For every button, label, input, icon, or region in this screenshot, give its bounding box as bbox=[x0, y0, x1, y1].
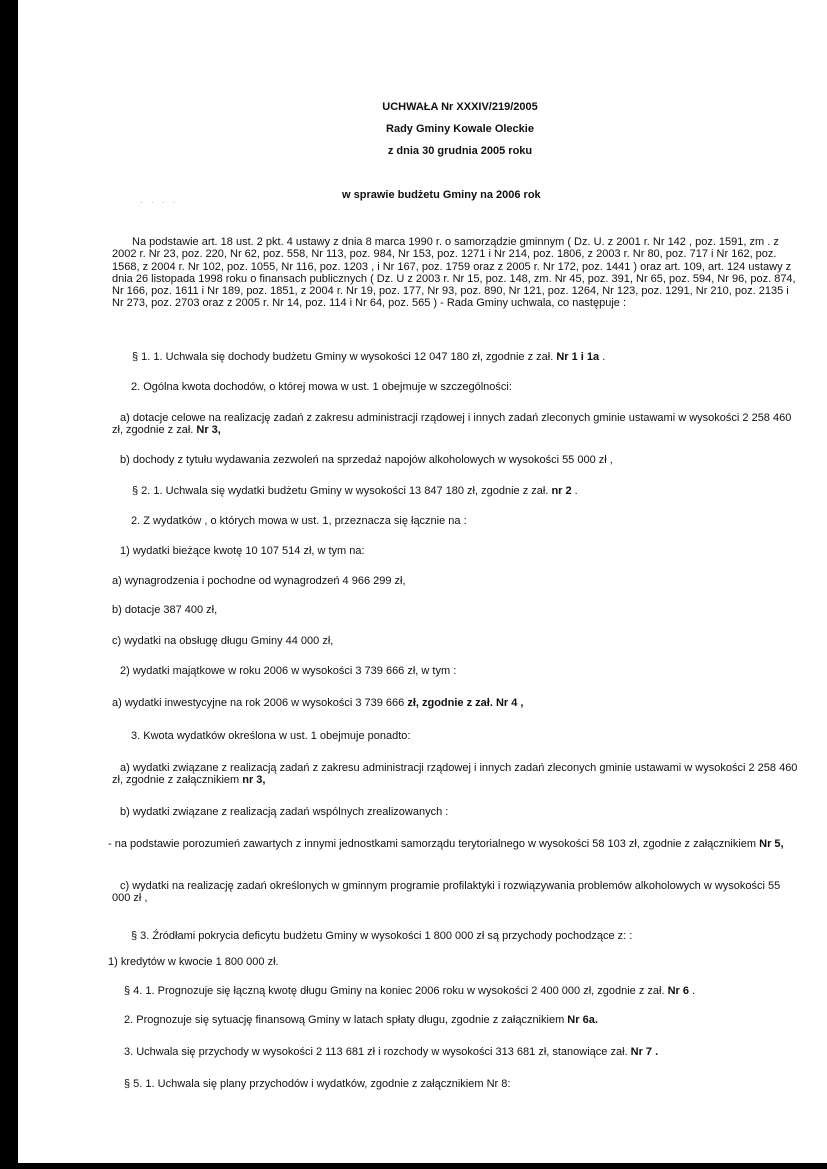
current-expenses-debt-service: c) wydatki na obsługę długu Gminy 44 000 zł, bbox=[112, 635, 334, 647]
capital-expenses: 2) wydatki majątkowe w roku 2006 w wysokości 3 739 666 zł, w tym : bbox=[120, 665, 457, 677]
paragraph-1-point-1: § 1. 1. Uchwala się dochody budżetu Gminy w wysokości 12 047 180 zł, zgodnie z zał. Nr 1 i 1a . bbox=[132, 351, 606, 363]
current-expenses-subsidies: b) dotacje 387 400 zł, bbox=[112, 604, 218, 616]
paragraph-3-credits: 1) kredytów w kwocie 1 800 000 zł. bbox=[108, 956, 279, 968]
paragraph-4-point-3: 3. Uchwala się przychody w wysokości 2 113 681 zł i rozchody w wysokości 313 681 zł, stanowiące zał. Nr 7 . bbox=[124, 1046, 659, 1058]
paragraph-4-point-2: 2. Prognozuje się sytuację finansową Gminy w latach spłaty długu, zgodnie z załącznikiem Nr 6a. bbox=[124, 1014, 598, 1026]
paragraph-1-item-b: b) dochody z tytułu wydawania zezwoleń na sprzedaż napojów alkoholowych w wysokości 55 000 zł , bbox=[120, 454, 613, 466]
council-name: Rady Gminy Kowale Oleckie bbox=[386, 123, 534, 135]
joint-tasks-expenses: b) wydatki związane z realizacją zadań wspólnych zrealizowanych : bbox=[120, 806, 449, 818]
investment-expenses: a) wydatki inwestycyjne na rok 2006 w wysokości 3 739 666 zł, zgodnie z zał. Nr 4 , bbox=[112, 697, 524, 709]
resolution-date: z dnia 30 grudnia 2005 roku bbox=[387, 145, 533, 157]
paragraph-3: § 3. Źródłami pokrycia deficytu budżetu Gminy w wysokości 1 800 000 zł są przychody pochodzące z: : bbox=[131, 930, 633, 942]
preamble: Na podstawie art. 18 ust. 2 pkt. 4 ustawy z dnia 8 marca 1990 r. o samorządzie gminnym ( Dz. U. z 2001 r. Nr 142 , poz. 1591, zm . z 2002 r. Nr 23, poz. 220, Nr 62, poz. 558, Nr 113, poz. 984, Nr 153, poz. 1271 i Nr 214, poz. 1806, z 2003 r. Nr 80, poz. 717 i Nr 162, poz. 1568, z 2004 r. Nr 102, poz. 1055, Nr 116, poz. 1203 , i Nr 167, poz. 1759 oraz z 2005 r. Nr 172, poz. 1441 ) oraz art. 109, art. 124 ustawy z dnia 26 listopada 1998 roku o finansach publicznych ( Dz. U z 2003 r. Nr 15, poz. 148, zm. Nr 45, poz. 391, Nr 65, poz. 594, Nr 96, poz. 874, Nr 166, poz. 1611 i Nr 189, poz. 1851, z 2004 r. Nr 19, poz. 177, Nr 93, poz. 890, Nr 121, poz. 1264, Nr 123, poz. 1291, Nr 210, poz. 2135 i Nr 273, poz. 2703 oraz z 2005 r. Nr 14, poz. 114 i Nr 64, poz. 565 ) - Rada Gminy uchwala, co następuje : bbox=[112, 236, 796, 310]
paragraph-4-point-1: § 4. 1. Prognozuje się łączną kwotę długu Gminy na koniec 2006 roku w wysokości 2 400 000 zł, zgodnie z zał. Nr 6 . bbox=[124, 985, 696, 997]
current-expenses-salaries: a) wynagrodzenia i pochodne od wynagrodzeń 4 966 299 zł, bbox=[112, 575, 406, 587]
current-expenses: 1) wydatki bieżące kwotę 10 107 514 zł, w tym na: bbox=[120, 545, 365, 557]
resolution-header bbox=[0, 96, 827, 162]
paragraph-1-point-2: 2. Ogólna kwota dochodów, o której mowa w ust. 1 obejmuje w szczególności: bbox=[131, 381, 512, 393]
scan-artifact: · · · · bbox=[140, 198, 179, 207]
paragraph-1-item-a: a) dotacje celowe na realizację zadań z zakresu administracji rządowej i innych zadań zleconych gminie ustawami w wysokości 2 258 460 zł, zgodnie z zał. Nr 3, bbox=[112, 412, 792, 437]
paragraph-2-point-1: § 2. 1. Uchwala się wydatki budżetu Gminy w wysokości 13 847 180 zł, zgodnie z zał. nr 2 . bbox=[132, 485, 578, 497]
delegated-tasks-expenses: a) wydatki związane z realizacją zadań z zakresu administracji rządowej i innych zadań zleconych gminie ustawami w wysokości 2 258 460 zł, zgodnie z załącznikiem nr 3, bbox=[112, 762, 798, 787]
resolution-subject: w sprawie budżetu Gminy na 2006 rok bbox=[342, 189, 541, 201]
paragraph-5-point-1: § 5. 1. Uchwala się plany przychodów i wydatków, zgodnie z załącznikiem Nr 8: bbox=[124, 1078, 511, 1090]
joint-tasks-agreements: - na podstawie porozumień zawartych z innymi jednostkami samorządu terytorialnego w wysokości 58 103 zł, zgodnie z załącznikiem Nr 5, bbox=[108, 838, 784, 850]
alcohol-program-expenses: c) wydatki na realizację zadań określonych w gminnym programie profilaktyki i rozwiązywania problemów alkoholowych w wysokości 55 000 zł , bbox=[112, 880, 781, 905]
paragraph-2-point-3: 3. Kwota wydatków określona w ust. 1 obejmuje ponadto: bbox=[131, 730, 411, 742]
paragraph-2-point-2: 2. Z wydatków , o których mowa w ust. 1, przeznacza się łącznie na : bbox=[131, 515, 467, 527]
resolution-number: UCHWAŁA Nr XXXIV/219/2005 bbox=[382, 101, 538, 113]
